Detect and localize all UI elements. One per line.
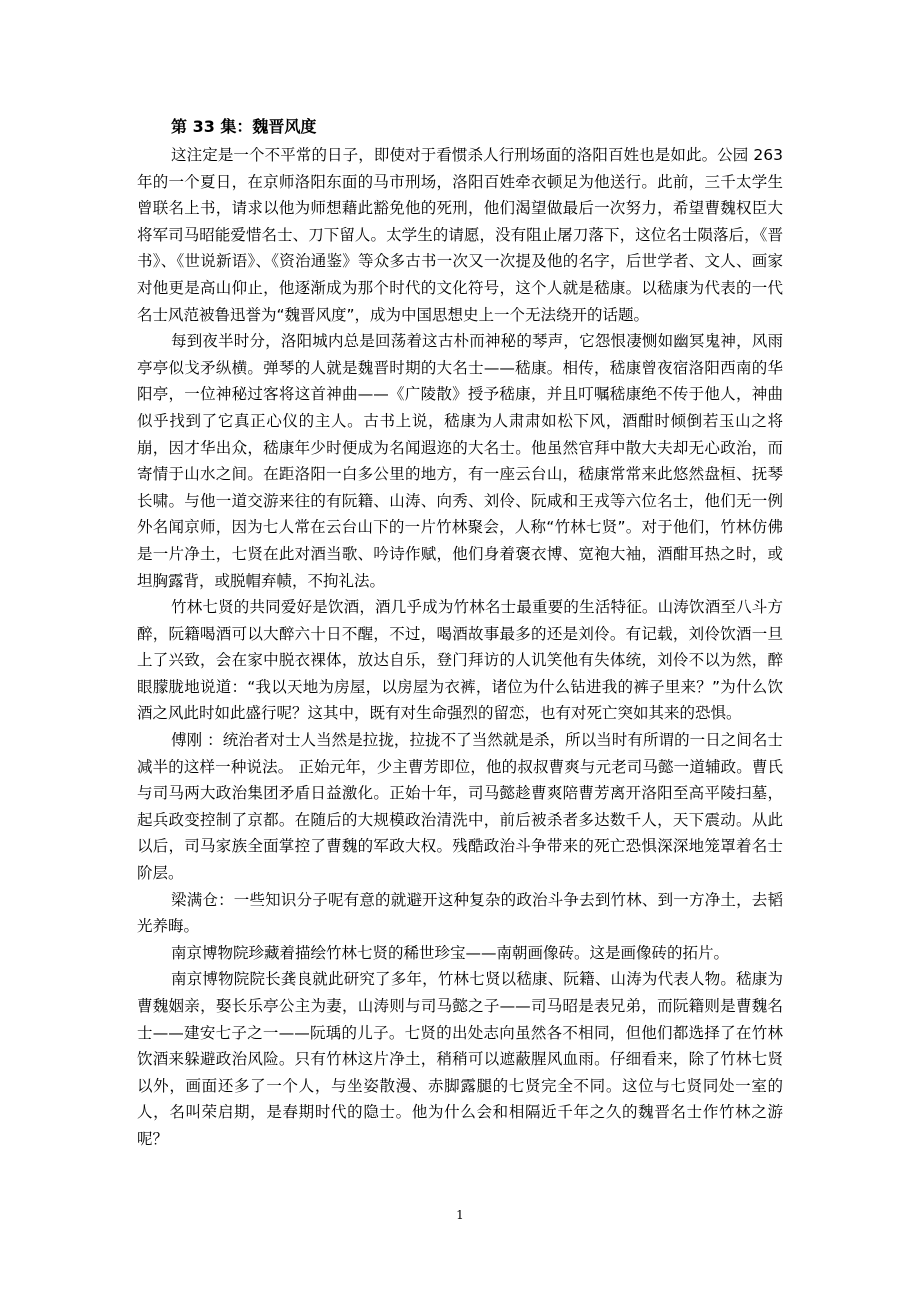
document-page [137,112,783,1153]
paragraph-guangling-san: 每到夜半时分，洛阳城内总是回荡着这古朴而神秘的琴声，它怨恨凄恻如幽冥鬼神，风雨亭亭似戈矛纵横。弹琴的人就是魏晋时期的大名士——嵇康。相传，嵇康曾夜宿洛阳西南的华阳亭，一位神秘过客将这首神曲——《广陵散》授予嵇康，并且叮嘱嵇康绝不传于他人，神曲似乎找到了它真正心仪的主人。古书上说，嵇康为人肃肃如松下风，酒酣时倾倒若玉山之将崩，因才华出众，嵇康年少时便成为名闻遐迩的大名士。他虽然官拜中散大夫却无心政治，而寄情于山水之间。在距洛阳一白多公里的地方，有一座云台山，嵇康常常来此悠然盘桓、抚琴长啸。与他一道交游来往的有阮籍、山涛、向秀、刘伶、阮咸和王戎等六位名士，他们无一例外名闻京师，因为七人常在云台山下的一片竹林聚会，人称“竹林七贤”。对于他们，竹林仿佛是一片净土，七贤在此对酒当歌、吟诗作赋，他们身着褒衣博、宽袍大袖，酒酣耳热之时，或坦胸露背，或脱帽弃帻，不拘礼法。 [137,332,783,590]
paragraph-liang-mancang-quote: 梁满仓：一些知识分子呢有意的就避开这种复杂的政治斗争去到竹林、到一方净土，去韬光养晦。 [137,890,783,936]
page-number: 1 [456,1208,464,1222]
paragraph-gong-liang: 南京博物院院长龚良就此研究了多年，竹林七贤以嵇康、阮籍、山涛为代表人物。嵇康为曹魏姻亲，娶长乐亭公主为妻，山涛则与司马懿之子——司马昭是表兄弟，而阮籍则是曹魏名士——建安七子之一——阮瑀的儿子。七贤的出处志向虽然各不相同，但他们都选择了在竹林饮酒来躲避政治风险。只有竹林这片净土，稍稍可以遮蔽腥风血雨。仔细看来，除了竹林七贤以外，画面还多了一个人，与坐姿散漫、赤脚露腿的七贤完全不同。这位与七贤同处一室的人，名叫荣启期，是春期时代的隐士。他为什么会和相隔近千年之久的魏晋名士作竹林之游呢？ [137,970,783,1148]
paragraph-fu-gang-quote: 傅刚 ：统治者对士人当然是拉拢，拉拢不了当然就是杀，所以当时有所谓的一日之间名士减半的这样一种说法。 正始元年，少主曹芳即位，他的叔叔曹爽与元老司马懿一道辅政。曹氏与司马两大政治集团矛盾日益激化。正始十年，司马懿趁曹爽陪曹芳离开洛阳至高平陵扫墓，起兵政变控制了京都。在随后的大规模政治清洗中，前后被杀者多达数千人，天下震动。从此以后，司马家族全面掌控了曹魏的军政大权。残酷政治斗争带来的死亡恐惧深深地笼罩着名士阶层。 [137,731,783,883]
paragraph-drinking: 竹林七贤的共同爱好是饮酒，酒几乎成为竹林名士最重要的生活特征。山涛饮酒至八斗方醉，阮籍喝酒可以大醉六十日不醒，不过，喝酒故事最多的还是刘伶。有记载，刘伶饮酒一旦上了兴致，会在家中脱衣裸体，放达自乐，登门拜访的人讥笑他有失体统，刘伶不以为然，醉眼朦胧地说道：“我以天地为房屋，以房屋为衣裤，诸位为什么钻进我的裤子里来？”为什么饮酒之风此时如此盛行呢？这其中，既有对生命强烈的留恋，也有对死亡突如其来的恐惧。 [137,598,783,723]
document-title: 第 33 集：魏晋风度 [171,117,317,136]
paragraph-nanjing-museum: 南京博物院珍藏着描绘竹林七贤的稀世珍宝——南朝画像砖。这是画像砖的拓片。 [171,943,730,962]
paragraph-intro: 这注定是一个不平常的日子，即使对于看惯杀人行刑场面的洛阳百姓也是如此。公园 263 年的一个夏日，在京师洛阳东面的马市刑场，洛阳百姓牵衣顿足为他送行。此前，三千太学生曾联名上书，请求以他为师想藉此豁免他的死刑，他们渴望做最后一次努力，希望曹魏权臣大将军司马昭能爱惜名士、刀下留人。太学生的请愿，没有阻止屠刀落下，这位名士陨落后，《晋书》、《世说新语》、《资治通鉴》等众多古书一次又一次提及他的名字，后世学者、文人、画家对他更是高山仰止，他逐渐成为那个时代的文化符号，这个人就是嵇康。以嵇康为代表的一代名士风范被鲁迅誉为“魏晋风度”，成为中国思想史上一个无法绕开的话题。 [137,146,783,324]
